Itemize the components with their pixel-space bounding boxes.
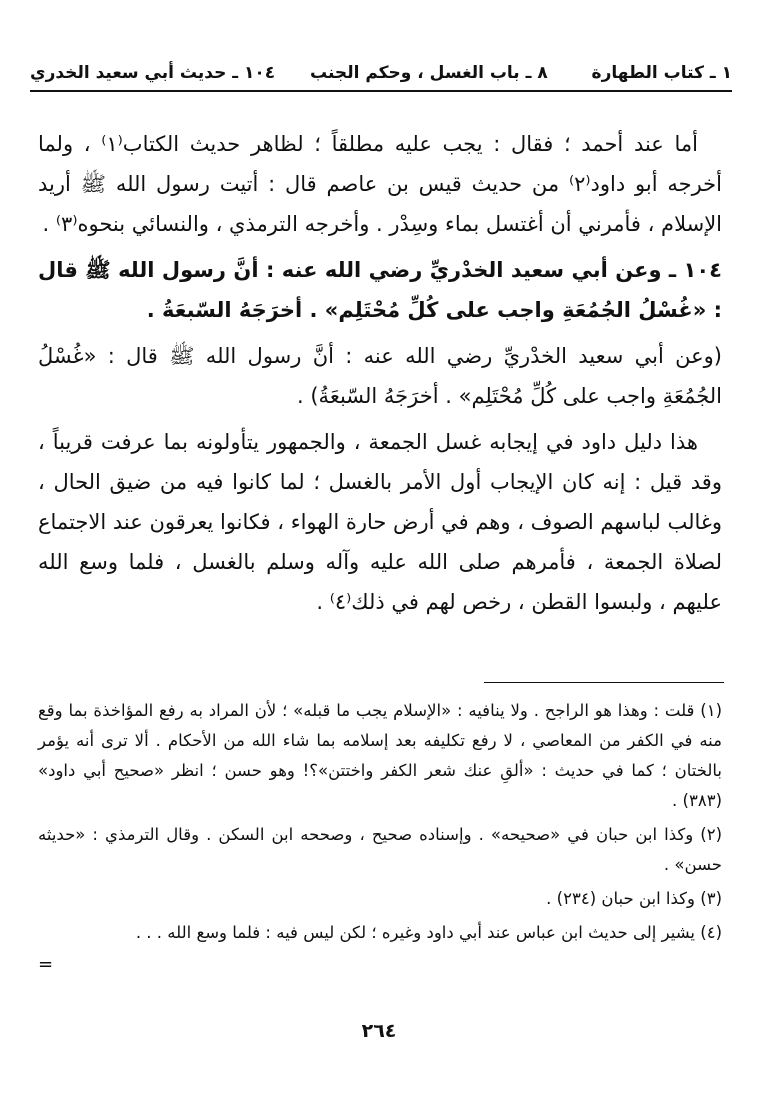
commentary-paragraph-1: أما عند أحمد ؛ فقال : يجب عليه مطلقاً ؛ لظاهر حديث الكتاب⁽١⁾ ، ولما أخرجه أبو داود⁽٢⁾ من حديث قيس بن عاصم قال : أتيت رسول الله ﷺ أريد الإسلام ، فأمرني أن أغتسل بماء وسِدْر . وأخرجه الترمذي ، والنسائي بنحوه⁽٣⁾ . xyxy=(38,132,723,236)
hadith-paragraph: ١٠٤ ـ وعن أبي سعيد الخدْريِّ رضي الله عنه : أنَّ رسول الله ﷺ قال : «غُسْلُ الجُمُعَةِ واجب على كُلِّ مُحْتَلِم» . أخرَجَهُ السّبعَةُ . xyxy=(38,258,722,322)
commentary-paragraph-2: هذا دليل داود في إيجابه غسل الجمعة ، والجمهور يتأولونه بما عرفت قريباً ، وقد قيل : إنه كان الإيجاب أول الأمر بالغسل ؛ لما كانوا فيه من ضيق الحال ، وغالب لباسهم الصوف ، وهم في أرض حارة الهواء ، فكانوا يعرقون عند الاجتماع لصلاة الجمعة ، فأمرهم صلى الله عليه وآله وسلم بالغسل ، فلما وسع الله عليهم ، ولبسوا القطن ، رخص لهم في ذلك⁽٤⁾ . xyxy=(38,430,722,614)
running-header xyxy=(30,58,732,88)
footnote-2: (٢) وكذا ابن حبان في «صحيحه» . وإسناده صحيح ، وصححه ابن السكن . وقال الترمذي : «حديثه حسن» . xyxy=(38,825,722,874)
main-text xyxy=(38,124,722,628)
header-divider xyxy=(30,90,732,92)
page-number: ٢٦٤ xyxy=(361,1020,397,1042)
header-book-title: ١ ـ كتاب الطهارة xyxy=(591,63,732,83)
footnotes xyxy=(38,696,722,952)
footnote-4: (٤) يشير إلى حديث ابن عباس عند أبي داود وغيره ؛ لكن ليس فيه : فلما وسع الله . . . xyxy=(135,923,722,942)
footnote-divider xyxy=(484,682,724,683)
hadith-repeat-paragraph: (وعن أبي سعيد الخدْريِّ رضي الله عنه : أنَّ رسول الله ﷺ قال : «غُسْلُ الجُمُعَةِ واجب على كُلِّ مُحْتَلِم» . أخرَجَهُ السّبعَةُ) . xyxy=(38,344,722,408)
footnote-3: (٣) وكذا ابن حبان (٢٣٤) . xyxy=(546,889,722,908)
footnote-1: (١) قلت : وهذا هو الراجح . ولا ينافيه : «الإسلام يجب ما قبله» ؛ لأن المراد به رفع المؤاخذة بما وقع منه في الكفر من المعاصي ، لا رفع تكليفه بعد إسلامه بما شاء الله من الأحكام . ألا ترى أنه يؤمر بالختان ؛ كما في حديث : «ألقِ عنك شعر الكفر واختتن»؟! وهو حسن ؛ انظر «صحيح أبي داود» (٣٨٣) . xyxy=(38,701,722,810)
header-chapter-title: ٨ ـ باب الغسل ، وحكم الجنب xyxy=(310,63,548,83)
header-hadith-title: ١٠٤ ـ حديث أبي سعيد الخدري xyxy=(30,63,276,83)
continuation-mark: = xyxy=(38,954,54,975)
